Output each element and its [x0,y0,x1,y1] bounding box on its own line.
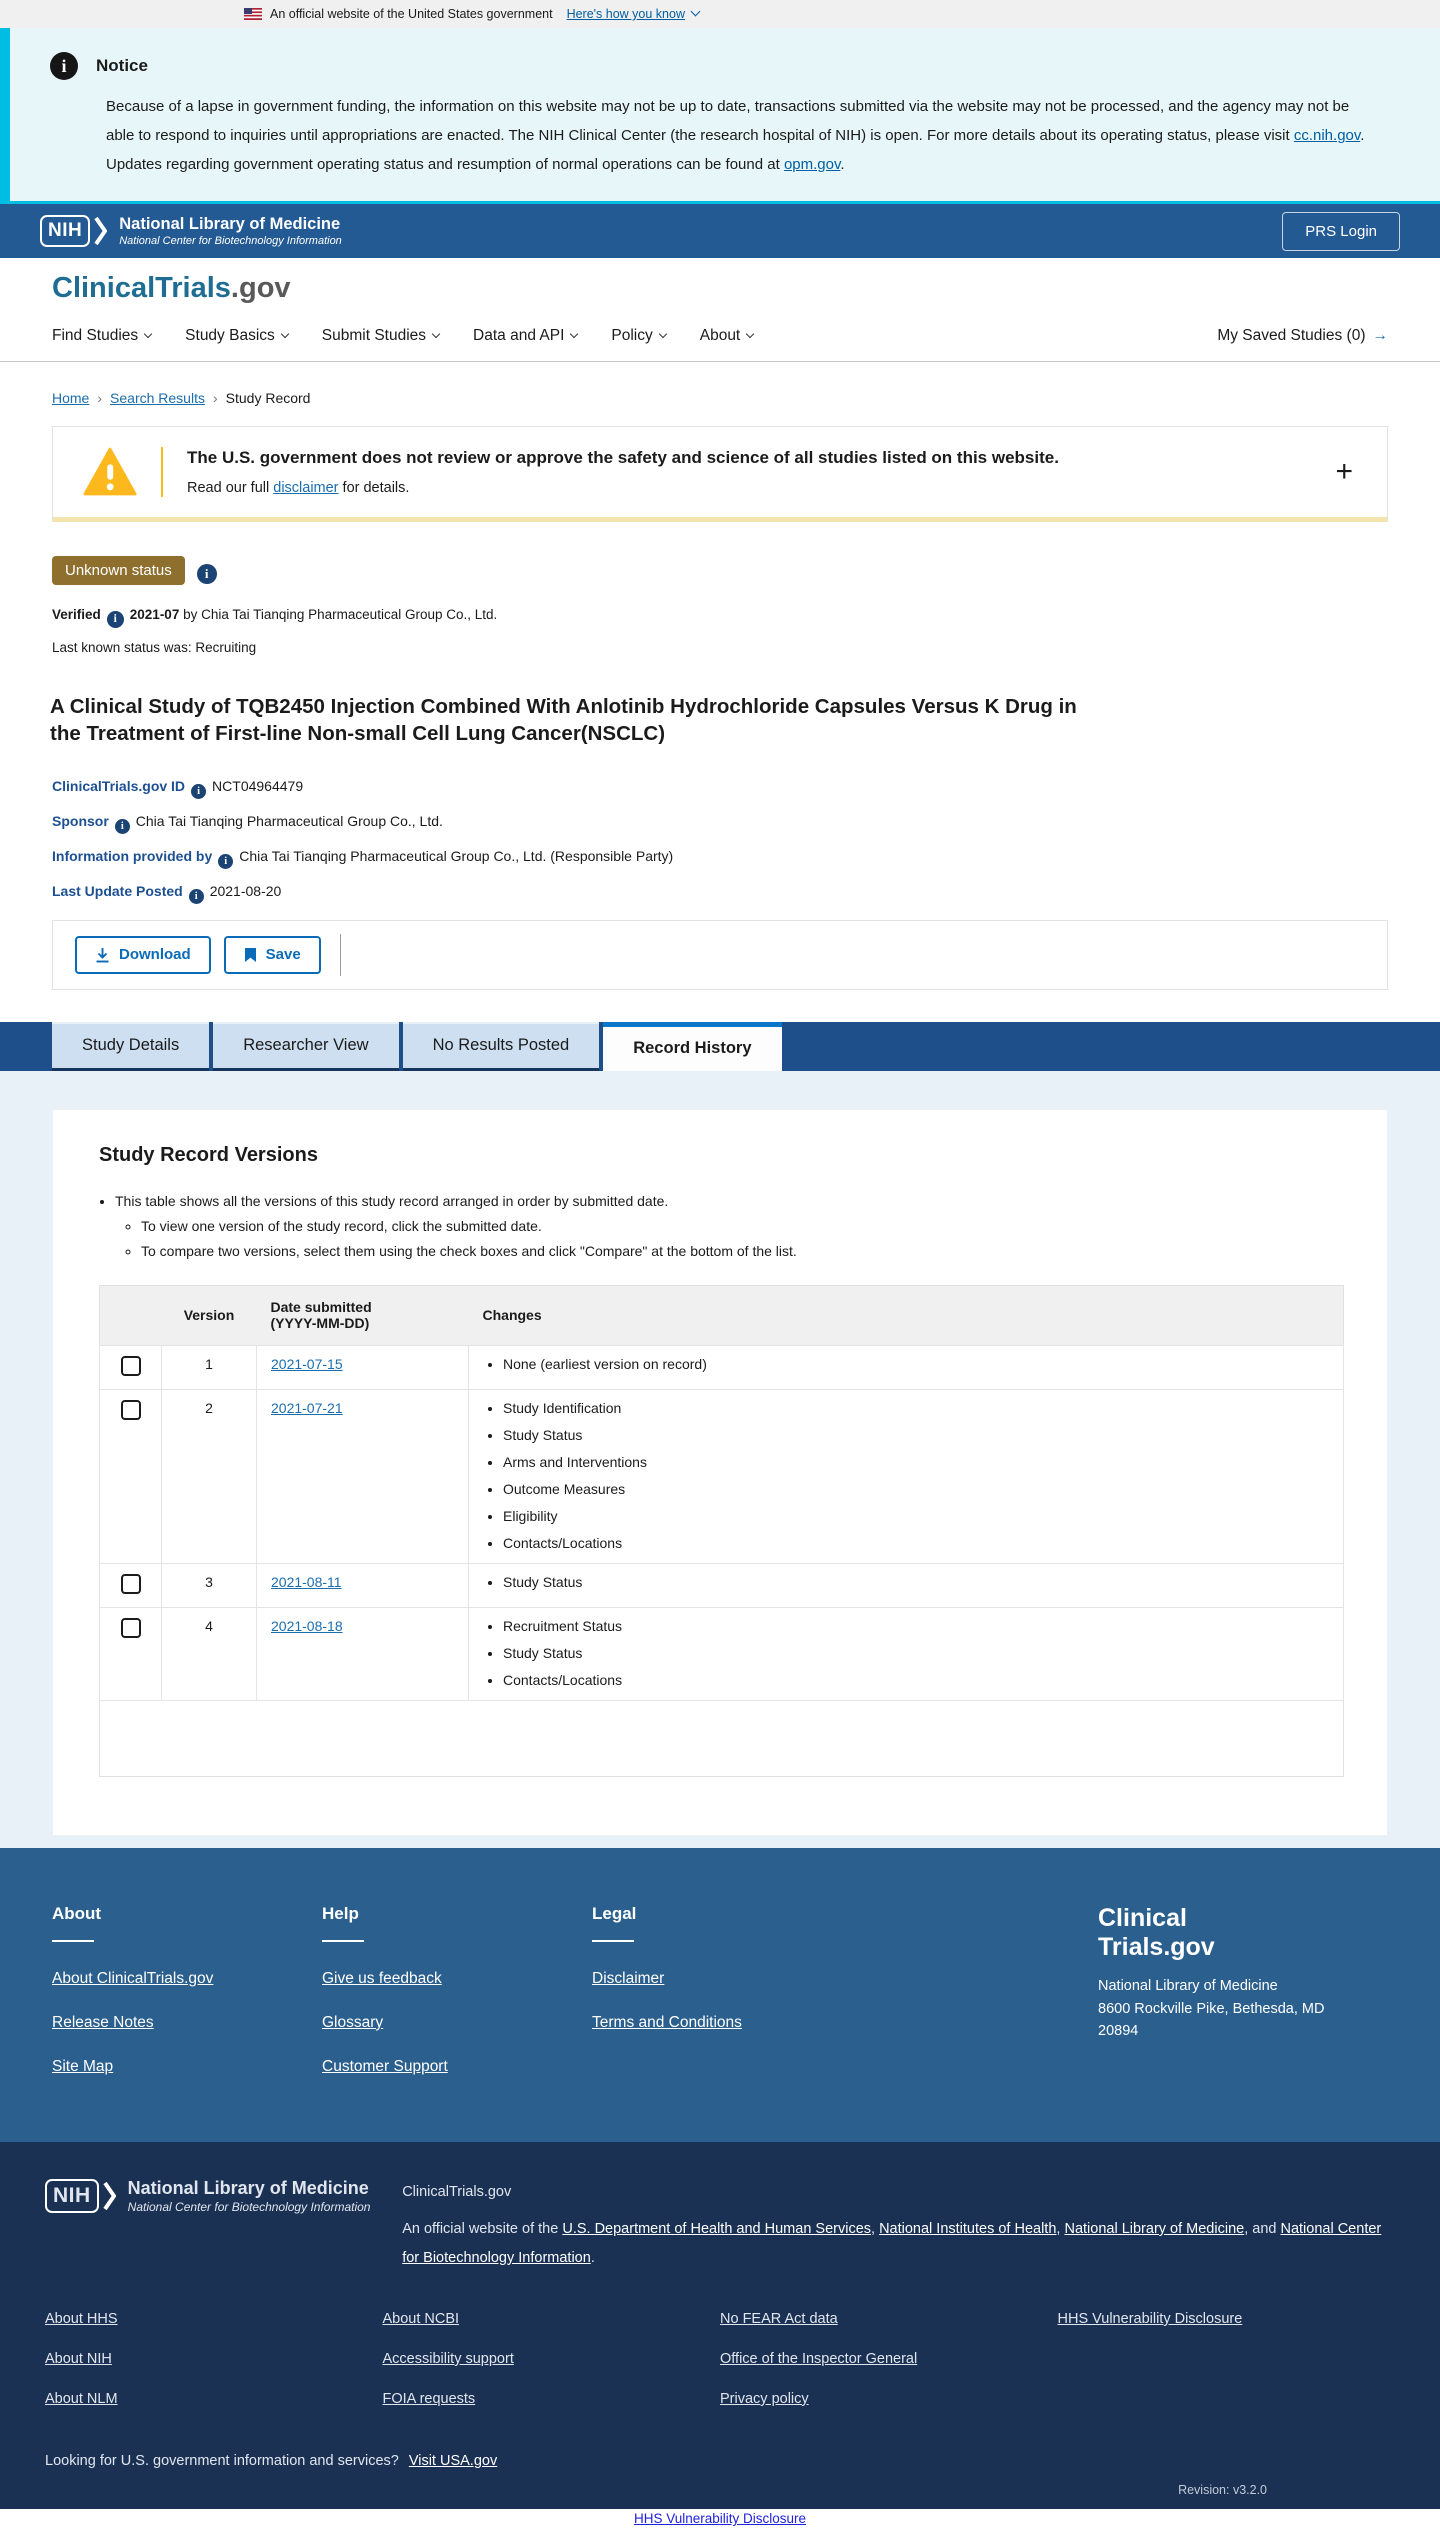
changes-list [483,1356,1329,1372]
footer-address: National Library of Medicine 8600 Rockville Pike, Bethesda, MD 20894 [1098,1978,1325,2040]
notice-title: Notice [96,56,148,75]
study-title: A Clinical Study of TQB2450 Injection Combined With Anlotinib Hydrochloride Capsules Versus K Drug in the Treatment of First-line Non-small Cell Lung Cancer(NSCLC) [50,694,1077,746]
last-known-status: Last known status was: Recruiting [52,639,257,655]
chevron-down-icon [691,7,701,17]
official-statement: ClinicalTrials.gov An official website of the U.S. Department of Health and Human Services, National Institutes of Health, National Library of Medicine, and National Center for Biotechnology Information. [402,2178,1395,2273]
action-bar [52,920,1388,990]
nav-item-label: Policy [611,327,653,344]
visit-usa-gov-link[interactable]: Visit USA.gov [408,2452,498,2469]
change-item: • Study Status [503,1574,1329,1590]
notice-text: . [840,156,845,173]
nav-item-label: Study Basics [185,327,275,344]
version-number: 2 [162,1389,257,1563]
divider [340,934,341,976]
footer-brand: Clinical Trials.gov National Library of Medicine 8600 Rockville Pike, Bethesda, MD 20894 [1098,1904,1388,2102]
version-row [100,1389,1344,1563]
bottom-bar [0,2509,1440,2529]
breadcrumb-current: Study Record [225,390,311,406]
date-submitted-link[interactable]: 2021-07-15 [271,1355,343,1372]
government-link-column [720,2311,1058,2431]
change-item: • Study Identification [503,1400,1329,1416]
compare-checkbox[interactable] [121,1356,141,1376]
nav-item-submit-studies[interactable] [322,327,439,345]
nav-item-find-studies[interactable] [52,327,151,345]
compare-checkbox[interactable] [121,1618,141,1638]
changes-list [483,1400,1329,1551]
main-nav-items [52,327,753,345]
footer-link-privacy-policy[interactable]: Privacy policy [720,2390,809,2407]
breadcrumb-home[interactable]: Home [52,390,90,406]
footer-text: , and [1244,2220,1281,2237]
status-block [52,556,1388,655]
version-row [100,1345,1344,1389]
footer-link-no-fear-act-data[interactable]: No FEAR Act data [720,2310,838,2327]
footer-link-give-us-feedback[interactable]: Give us feedback [322,1969,442,1987]
breadcrumb-separator [89,390,110,406]
footer-link-national-center-for-biotechnology-information[interactable]: National Center for Biotechnology Information [402,2220,1382,2266]
sponsor-value: Chia Tai Tianqing Pharmaceutical Group Co., Ltd. [135,812,443,829]
heres-how-link[interactable]: Here's how you know [567,7,699,21]
breadcrumb-search-results[interactable]: Search Results [110,390,205,406]
nih-logo-icon: NIH [40,215,90,247]
table-footer-area [100,1700,1344,1776]
change-item: • Eligibility [503,1508,1329,1524]
hhs-vulnerability-disclosure-link[interactable]: HHS Vulnerability Disclosure [633,2511,807,2527]
opm-gov-link[interactable]: opm.gov [783,156,841,173]
footer-link-office-of-the-inspector-general[interactable]: Office of the Inspector General [720,2350,918,2367]
government-link-column [383,2311,721,2431]
my-saved-studies-link[interactable]: My Saved Studies (0) → [1217,327,1388,345]
breadcrumb-separator [205,390,226,406]
changes-column-header: Changes [469,1285,1344,1345]
nih-chevron-icon [94,215,107,247]
footer-link-u-s-department-of-health-and-human-services[interactable]: U.S. Department of Health and Human Services [562,2220,872,2237]
site-header [0,258,1440,362]
expand-plus-button[interactable] [1329,456,1359,488]
version-number: 4 [162,1607,257,1700]
save-button[interactable]: Save [224,936,321,974]
info-icon[interactable] [115,819,130,834]
footer-link-about-clinicaltrials-gov[interactable]: About ClinicalTrials.gov [52,1969,214,1987]
tab-study-details[interactable]: Study Details [52,1022,209,1071]
footer-text: An official website of the [402,2220,563,2237]
disclaimer-sub: Read our full disclaimer for details. [187,480,410,496]
version-row [100,1563,1344,1607]
instruction-item: ◦ To compare two versions, select them using the check boxes and click "Compare" at the bottom of the list. [141,1243,1341,1259]
nlm-title: National Library of Medicine [119,215,341,233]
info-icon[interactable] [189,889,204,904]
info-icon[interactable] [191,784,206,799]
nlm-logo[interactable]: NIH National Library of Medicine National Center for Biotechnology Information [45,2178,402,2273]
meta-row-last-update-posted: Last Update Posted i 2021-08-20 [52,883,1388,904]
footer-column-about [52,1904,322,2102]
revision-label: Revision: v3.2.0 [1178,2482,1267,2497]
footer-link-accessibility-support[interactable]: Accessibility support [382,2350,514,2367]
instruction-item: ◦ To view one version of the study record, click the submitted date. [141,1218,1341,1234]
version-number: 3 [162,1563,257,1607]
chevron-down-icon [144,330,152,338]
checkbox-column-header [100,1285,162,1345]
footer-link-site-map[interactable]: Site Map [52,2057,114,2075]
footer-text: , [871,2220,880,2237]
footer-link-about-nlm[interactable]: About NLM [45,2390,118,2407]
footer-link-disclaimer[interactable]: Disclaimer [592,1969,665,1987]
nav-item-label: Find Studies [52,327,139,344]
provider-value: Chia Tai Tianqing Pharmaceutical Group Co., Ltd. (Responsible Party) [239,847,674,864]
nav-item-data-and-api[interactable] [473,327,577,345]
notice-text: Because of a lapse in government funding, the information on this website may not be up to date, transactions submitted via the website may not be processed, and the agency may not be able to respond to inquiries until appropriations are enacted. The NIH Clinical Center (the research hospital of NIH) is open. For more details about its operating status, please visit [106,98,1350,144]
footer-link-release-notes[interactable]: Release Notes [52,2013,154,2031]
divider [592,1940,634,1942]
compare-checkbox[interactable] [121,1400,141,1420]
info-icon[interactable] [197,564,217,584]
chevron-down-icon [570,330,578,338]
date-column-header: Date submitted (YYYY-MM-DD) [257,1285,469,1345]
info-icon[interactable] [218,854,233,869]
instructions-list [99,1193,1341,1259]
change-item: • Study Status [503,1427,1329,1443]
date-submitted-link[interactable]: 2021-08-11 [271,1573,342,1590]
footer-link-about-hhs[interactable]: About HHS [45,2310,118,2327]
nih-logo-icon: NIH [45,2179,99,2213]
footer-text: . [590,2249,595,2266]
footer-link-hhs-vulnerability-disclosure[interactable]: HHS Vulnerability Disclosure [1057,2310,1243,2327]
tab-content [0,1071,1440,1848]
footer-link-customer-support[interactable]: Customer Support [322,2057,448,2075]
nlm-subtitle: National Center for Biotechnology Information [119,235,342,247]
footer-column-legal [592,1904,862,2102]
government-links [45,2311,1395,2431]
footer-link-national-institutes-of-health[interactable]: National Institutes of Health [879,2220,1057,2237]
footer-link-national-library-of-medicine[interactable]: National Library of Medicine [1064,2220,1245,2237]
us-flag-icon [244,8,262,20]
change-item: • Contacts/Locations [503,1672,1329,1688]
disclaimer-banner [52,426,1388,522]
meta-row-information-provided-by: Information provided by i Chia Tai Tianqing Pharmaceutical Group Co., Ltd. (Responsible Party) [52,848,1388,869]
meta-row-nct-id: ClinicalTrials.gov ID i NCT04964479 [52,778,1388,799]
card-heading: Study Record Versions [99,1143,318,1166]
government-link-column [1058,2311,1396,2431]
instruction-item: This table shows all the versions of this study record arranged in order by submitted date. [115,1192,669,1209]
change-item: • Outcome Measures [503,1481,1329,1497]
footer-column-heading: About [52,1903,102,1923]
tab-bar [0,1022,1440,1071]
divider [322,1940,364,1942]
footer-link-terms-and-conditions[interactable]: Terms and Conditions [592,2013,742,2031]
prs-login-button[interactable]: PRS Login [1282,212,1400,251]
change-item: • None (earliest version on record) [503,1356,1329,1372]
notice-alert [0,28,1440,204]
cc-nih-gov-link[interactable]: cc.nih.gov [1293,127,1361,144]
breadcrumb [0,362,1440,420]
government-link-column [45,2311,383,2431]
info-icon [50,52,78,80]
version-row [100,1607,1344,1700]
footer-column-heading: Legal [592,1903,637,1923]
change-item: • Arms and Interventions [503,1454,1329,1470]
nlm-logo[interactable] [40,215,342,247]
divider [52,1940,94,1942]
change-item: • Recruitment Status [503,1618,1329,1634]
tab-no-results-posted[interactable]: No Results Posted [403,1022,600,1071]
last-update-value: 2021-08-20 [209,882,282,899]
notice-body [106,92,1380,179]
footer-link-glossary[interactable]: Glossary [322,2013,384,2031]
notice-text: . Updates regarding government operating status and resumption of normal operations can be found at [106,127,1365,173]
meta-row-sponsor: Sponsor i Chia Tai Tianqing Pharmaceutical Group Co., Ltd. [52,813,1388,834]
chevron-down-icon [281,330,289,338]
official-line [402,2215,1395,2273]
disclaimer-title: The U.S. government does not review or approve the safety and science of all studies listed on this website. [187,448,1059,467]
footer-link-foia-requests[interactable]: FOIA requests [382,2390,476,2407]
nav-item-label: Submit Studies [321,327,427,344]
change-item: • Study Status [503,1645,1329,1661]
chevron-down-icon [746,330,754,338]
footer-column-heading: Help [322,1903,359,1923]
versions-table [99,1285,1344,1777]
disclaimer-link[interactable]: disclaimer [273,480,339,496]
change-item: • Contacts/Locations [503,1535,1329,1551]
footer-link-about-nih[interactable]: About NIH [45,2350,112,2367]
download-icon [95,947,110,963]
footer-columns [52,1904,862,2102]
footer-column-help [322,1904,592,2102]
nav-item-label: Data and API [473,327,565,344]
usa-gov-line: Looking for U.S. government information and services? Visit USA.gov [45,2452,498,2469]
tab-record-history[interactable]: Record History [603,1022,781,1071]
version-number: 1 [162,1345,257,1389]
date-submitted-link[interactable]: 2021-07-21 [271,1399,343,1416]
study-meta [52,778,1388,904]
government-footer [0,2142,1440,2509]
clinicaltrials-logo[interactable]: ClinicalTrials.gov [52,272,291,304]
version-column-header: Version [162,1285,257,1345]
download-button[interactable]: Download [75,936,211,974]
compare-checkbox[interactable] [121,1574,141,1594]
nav-item-study-basics[interactable] [185,327,288,345]
chevron-down-icon [658,330,666,338]
nav-item-about[interactable] [700,327,754,345]
gov-banner-text: An official website of the United States government [270,7,553,21]
footer-link-about-ncbi[interactable]: About NCBI [382,2310,460,2327]
footer-text: , [1056,2220,1065,2237]
nih-chevron-icon [103,2179,116,2213]
tab-researcher-view[interactable]: Researcher View [213,1022,398,1071]
nlm-header-bar [0,204,1440,258]
nct-id-value: NCT04964479 [212,777,304,794]
warning-triangle-icon [83,447,137,497]
main-nav [52,327,1388,361]
changes-list [483,1574,1329,1590]
date-submitted-link[interactable]: 2021-08-18 [271,1617,343,1634]
chevron-down-icon [432,330,440,338]
info-icon[interactable] [107,611,124,628]
nav-item-label: About [699,327,741,344]
site-footer [0,1848,1440,2142]
divider [161,447,163,497]
usa-gov-banner [0,0,1440,28]
verified-row: Verified i 2021-07 by Chia Tai Tianqing Pharmaceutical Group Co., Ltd. [52,607,1388,628]
changes-list [483,1618,1329,1688]
record-versions-card [52,1109,1388,1836]
bookmark-icon [244,947,257,963]
status-badge: Unknown status [52,556,185,585]
nav-item-policy[interactable] [611,327,665,345]
